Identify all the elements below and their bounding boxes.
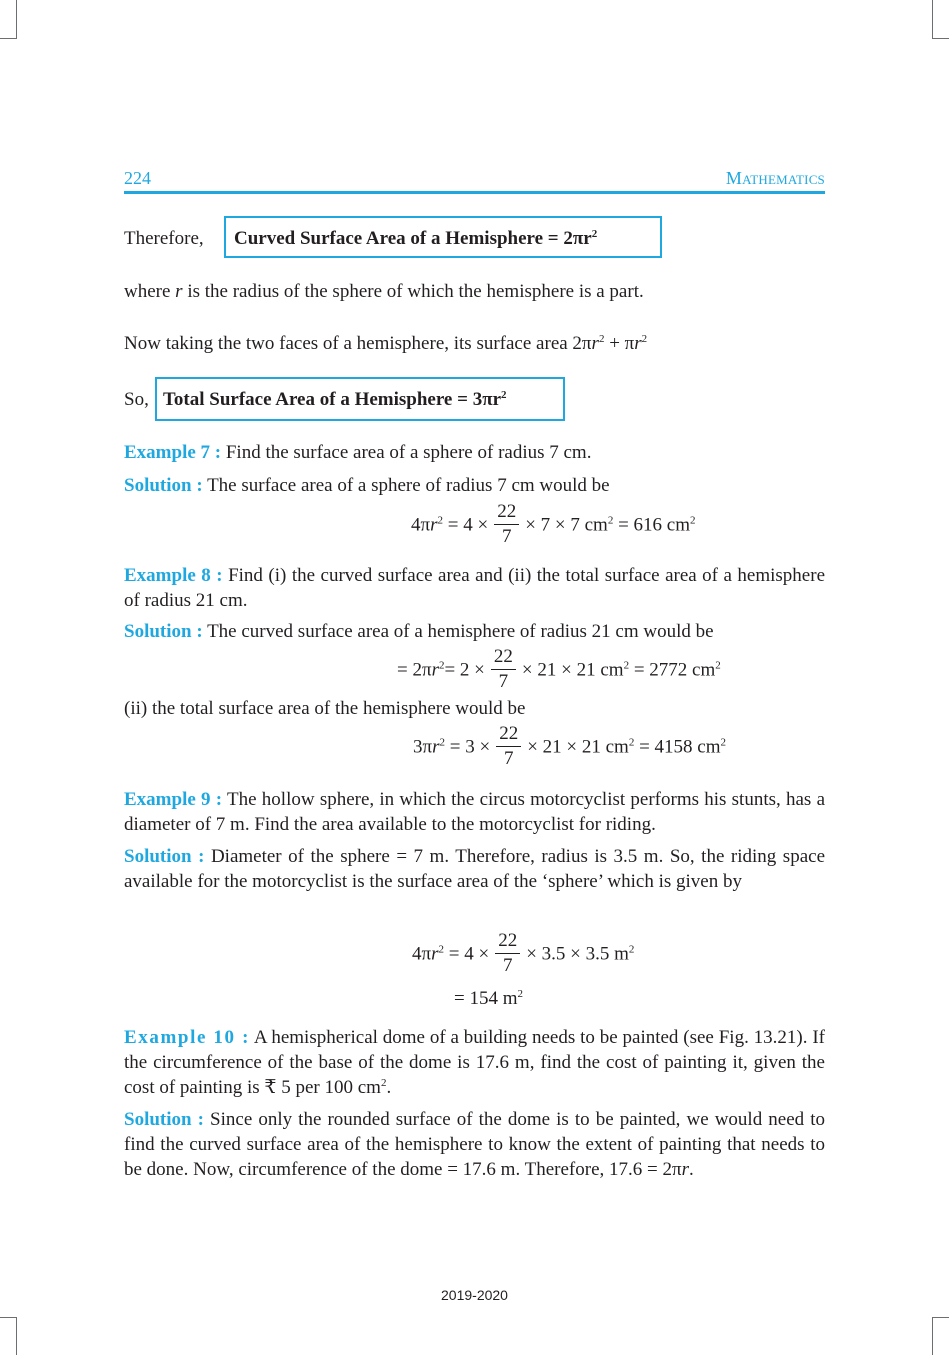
header-rule xyxy=(124,191,825,194)
eq8b-num: 22 xyxy=(496,723,521,747)
eq8a-lhs: = 2π xyxy=(397,659,432,681)
example-10-sup: 2 xyxy=(380,1077,387,1089)
curved-formula-text: Curved Surface Area of a Hemisphere = 2πr xyxy=(234,228,592,249)
eq8a-fraction xyxy=(491,646,516,694)
equation-7 xyxy=(411,502,696,550)
curved-formula-sup: 2 xyxy=(591,228,598,240)
example-9-text: The hollow sphere, in which the circus motorcyclist performs his stunts, has a diameter of 7 m. Find the area available to the motorcyclist for riding. xyxy=(124,789,826,835)
eq7-lhs: 4π xyxy=(411,514,431,536)
where-r: r xyxy=(175,281,183,302)
example-8-text: Find (i) the curved surface area and (ii) the total surface area of a hemisphere of radius 21 cm. xyxy=(124,565,825,611)
eq8b-result: = 4158 cm xyxy=(634,736,721,758)
eq8a-rest: × 21 × 21 cm xyxy=(521,659,624,681)
where-text-b: is the radius of the sphere of which the hemisphere is a part. xyxy=(182,281,644,302)
eq7-s: 2 xyxy=(437,514,443,527)
total-surface-formula-box xyxy=(155,377,565,421)
example-10 xyxy=(124,1025,825,1100)
eq8a-result: = 2772 cm xyxy=(629,659,716,681)
eq8b-r: r xyxy=(432,736,440,758)
solution-10-label: Solution : xyxy=(124,1109,204,1130)
eq8b-den: 7 xyxy=(503,748,514,769)
crop-mark xyxy=(0,1317,17,1318)
eq9-s: 2 xyxy=(438,943,444,956)
solution-7-text: The surface area of a sphere of radius 7 cm would be xyxy=(202,475,610,496)
example-7-text: Find the surface area of a sphere of radius 7 cm. xyxy=(221,442,592,463)
eq9-den: 7 xyxy=(502,955,513,976)
so-prefix: So, xyxy=(124,389,149,410)
eq9-rest: × 3.5 × 3.5 m xyxy=(526,943,629,965)
part-ii-text: (ii) the total surface area of the hemisphere would be xyxy=(124,698,526,719)
example-10-end: . xyxy=(386,1077,392,1098)
equation-8-i xyxy=(397,647,721,695)
eq9-r: r xyxy=(431,943,439,965)
now-text: Now taking the two faces of a hemisphere, its surface area 2π xyxy=(124,333,592,354)
eq7-result: = 616 cm xyxy=(613,514,691,536)
eq8b-rest: × 21 × 21 cm xyxy=(527,736,629,758)
solution-8-label: Solution : xyxy=(124,621,203,642)
eq9-result: = 154 m xyxy=(454,988,518,1009)
eq7-fraction xyxy=(494,501,519,549)
solution-10-end: . xyxy=(688,1159,694,1180)
equation-9-result xyxy=(454,988,523,1010)
eq8a-eq: = 2 × xyxy=(444,659,485,681)
eq7-rest: × 7 × 7 cm xyxy=(525,514,608,536)
solution-9-label: Solution : xyxy=(124,846,205,867)
total-formula-text: Total Surface Area of a Hemisphere = 3πr xyxy=(163,389,502,410)
therefore-prefix: Therefore, xyxy=(124,228,204,249)
example-10-text: A hemispherical dome of a building needs to be painted (see Fig. 13.21). If the circumference of the base of the dome is 17.6 m, find the cost of painting it, given the cost of painting is ₹ 5 per 100 cm xyxy=(124,1027,825,1098)
solution-7-label: Solution : xyxy=(124,475,203,496)
crop-mark xyxy=(932,1317,949,1318)
footer-year: 2019-2020 xyxy=(441,1287,508,1303)
eq8a-r: r xyxy=(431,659,439,681)
example-9-label: Example 9 : xyxy=(124,789,223,810)
solution-8-text: The curved surface area of a hemisphere of radius 21 cm would be xyxy=(202,621,714,642)
solution-8 xyxy=(124,621,714,643)
now-s2: 2 xyxy=(641,333,648,345)
eq7-eq: = 4 × xyxy=(443,514,489,536)
eq9-result-sup: 2 xyxy=(517,988,523,1000)
eq8a-s2: 2 xyxy=(623,659,630,672)
where-line xyxy=(124,281,644,303)
now-r1: r xyxy=(591,333,599,354)
equation-9 xyxy=(412,931,634,979)
example-9 xyxy=(124,787,825,837)
eq8b-fraction xyxy=(496,723,521,771)
page-number: 224 xyxy=(124,168,151,188)
now-plus: + π xyxy=(604,333,635,354)
example-7 xyxy=(124,442,591,464)
eq7-s3: 2 xyxy=(690,514,696,527)
eq9-eq: = 4 × xyxy=(444,943,490,965)
eq7-s2: 2 xyxy=(607,514,614,527)
eq8a-s3: 2 xyxy=(715,659,721,672)
solution-7 xyxy=(124,475,610,497)
eq8b-s2: 2 xyxy=(628,736,635,749)
equation-8-ii xyxy=(413,724,726,772)
where-text-a: where xyxy=(124,281,176,302)
crop-mark xyxy=(932,38,949,39)
eq8b-eq: = 3 × xyxy=(445,736,491,758)
crop-mark xyxy=(16,0,17,38)
crop-mark xyxy=(16,1317,17,1355)
eq7-r: r xyxy=(430,514,438,536)
example-7-label: Example 7 : xyxy=(124,442,222,463)
now-line xyxy=(124,333,647,355)
eq9-lhs: 4π xyxy=(412,943,432,965)
example-10-label: Example 10 : xyxy=(124,1027,251,1048)
eq7-den: 7 xyxy=(501,526,512,547)
solution-10-text: Since only the rounded surface of the dome is to be painted, we would need to find the curved surface area of the hemisphere to know the extent of painting that needs to be done. Now, circumference of the dome = 17.6 m. Therefore, 17.6 = 2π xyxy=(124,1109,825,1180)
curved-surface-formula-box xyxy=(224,216,662,258)
eq9-fraction xyxy=(495,930,520,978)
subject-title: Mathematics xyxy=(725,168,825,188)
crop-mark xyxy=(0,38,17,39)
now-s1: 2 xyxy=(598,333,605,345)
eq8a-s: 2 xyxy=(438,659,445,672)
solution-10 xyxy=(124,1107,825,1182)
now-r2: r xyxy=(634,333,642,354)
crop-mark xyxy=(932,0,933,38)
eq8b-s3: 2 xyxy=(720,736,727,749)
example-8 xyxy=(124,563,825,613)
eq8a-den: 7 xyxy=(498,671,509,692)
solution-10-r: r xyxy=(681,1159,689,1180)
solution-9 xyxy=(124,844,825,894)
eq9-num: 22 xyxy=(495,930,520,954)
eq8b-lhs: 3π xyxy=(413,736,433,758)
solution-9-text: Diameter of the sphere = 7 m. Therefore, radius is 3.5 m. So, the riding space available for the motorcyclist is the surface area of the ‘sphere’ which is given by xyxy=(124,846,825,892)
example-8-label: Example 8 : xyxy=(124,565,223,586)
eq8a-num: 22 xyxy=(491,646,516,670)
crop-mark xyxy=(932,1317,933,1355)
eq9-s2: 2 xyxy=(628,943,635,956)
eq8b-s: 2 xyxy=(439,736,445,749)
total-formula-sup: 2 xyxy=(501,389,507,401)
page-header xyxy=(124,168,825,190)
eq7-num: 22 xyxy=(494,501,519,525)
